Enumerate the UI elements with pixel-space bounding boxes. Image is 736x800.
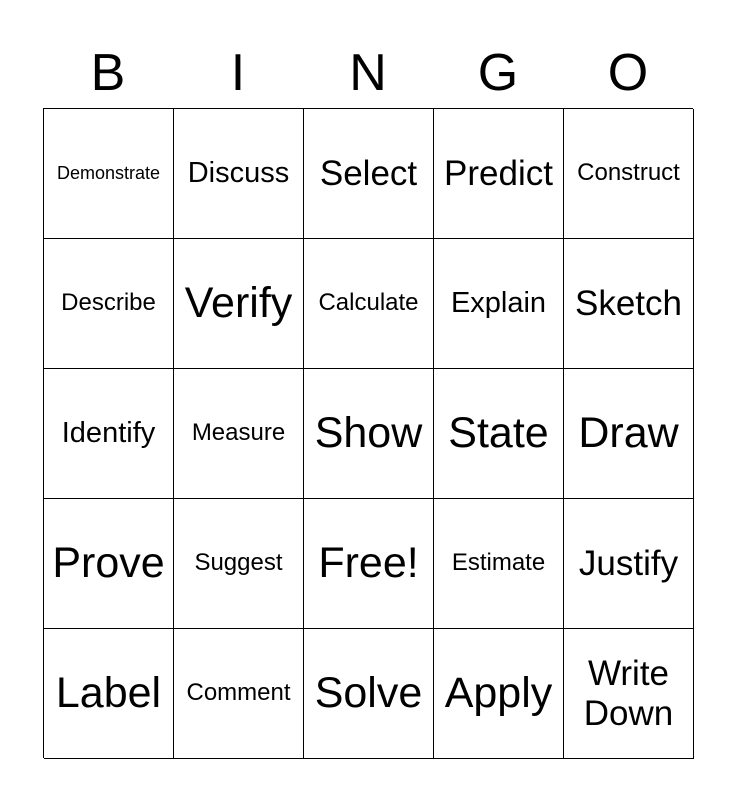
bingo-cell[interactable] bbox=[44, 499, 174, 629]
bingo-cell[interactable] bbox=[304, 109, 434, 239]
bingo-cell[interactable] bbox=[564, 239, 694, 369]
bingo-cell[interactable] bbox=[174, 239, 304, 369]
bingo-cell[interactable] bbox=[44, 239, 174, 369]
bingo-cell-label: Predict bbox=[444, 153, 553, 193]
bingo-cell[interactable] bbox=[564, 499, 694, 629]
bingo-cell[interactable] bbox=[434, 629, 564, 759]
bingo-cell-label: Calculate bbox=[318, 289, 419, 317]
bingo-cell-label: Demonstrate bbox=[56, 163, 161, 184]
bingo-cell[interactable] bbox=[564, 109, 694, 239]
bingo-cell-label: Sketch bbox=[575, 283, 682, 323]
bingo-card-grid bbox=[43, 108, 693, 758]
bingo-cell[interactable] bbox=[434, 499, 564, 629]
bingo-cell-label: Comment bbox=[186, 679, 291, 707]
header-letter-g: G bbox=[477, 44, 519, 102]
bingo-cell[interactable] bbox=[174, 499, 304, 629]
bingo-cell-label: Label bbox=[55, 669, 162, 718]
bingo-cell-label: Explain bbox=[450, 287, 547, 320]
bingo-cell-label: Identify bbox=[61, 417, 156, 450]
bingo-cell[interactable] bbox=[304, 629, 434, 759]
bingo-cell-label: Estimate bbox=[451, 549, 546, 577]
bingo-cell-label: Free! bbox=[318, 539, 419, 588]
bingo-cell[interactable] bbox=[564, 629, 694, 759]
header-letter-n: N bbox=[349, 44, 387, 102]
header-letter-o: O bbox=[607, 44, 649, 102]
bingo-cell[interactable] bbox=[434, 369, 564, 499]
bingo-header bbox=[43, 38, 693, 108]
bingo-cell-label: State bbox=[448, 409, 549, 458]
bingo-cell[interactable] bbox=[174, 109, 304, 239]
bingo-cell-label: Draw bbox=[578, 409, 679, 458]
bingo-cell-label: Select bbox=[319, 153, 418, 193]
bingo-cell-label: Verify bbox=[184, 279, 293, 328]
bingo-cell[interactable] bbox=[44, 629, 174, 759]
bingo-cell-label: Describe bbox=[61, 289, 156, 317]
bingo-cell-label: Solve bbox=[314, 669, 423, 718]
bingo-cell[interactable] bbox=[564, 369, 694, 499]
bingo-cell[interactable] bbox=[434, 109, 564, 239]
bingo-cell[interactable] bbox=[304, 369, 434, 499]
bingo-cell[interactable] bbox=[304, 499, 434, 629]
bingo-cell[interactable] bbox=[174, 629, 304, 759]
bingo-cell[interactable] bbox=[174, 369, 304, 499]
bingo-cell[interactable] bbox=[304, 239, 434, 369]
bingo-cell[interactable] bbox=[434, 239, 564, 369]
bingo-cell[interactable] bbox=[44, 109, 174, 239]
header-letter-i: I bbox=[230, 44, 246, 102]
bingo-cell-label: Justify bbox=[578, 543, 679, 583]
bingo-cell-label: Suggest bbox=[194, 549, 283, 577]
bingo-cell-label: Prove bbox=[52, 539, 165, 588]
bingo-cell-label: Apply bbox=[444, 669, 553, 718]
bingo-cell-label: Construct bbox=[577, 159, 680, 187]
bingo-cell[interactable] bbox=[44, 369, 174, 499]
header-letter-b: B bbox=[90, 44, 126, 102]
bingo-cell-label: Write Down bbox=[583, 654, 674, 733]
bingo-cell-label: Measure bbox=[191, 419, 286, 447]
bingo-cell-label: Show bbox=[314, 409, 423, 458]
bingo-cell-label: Discuss bbox=[187, 157, 290, 190]
